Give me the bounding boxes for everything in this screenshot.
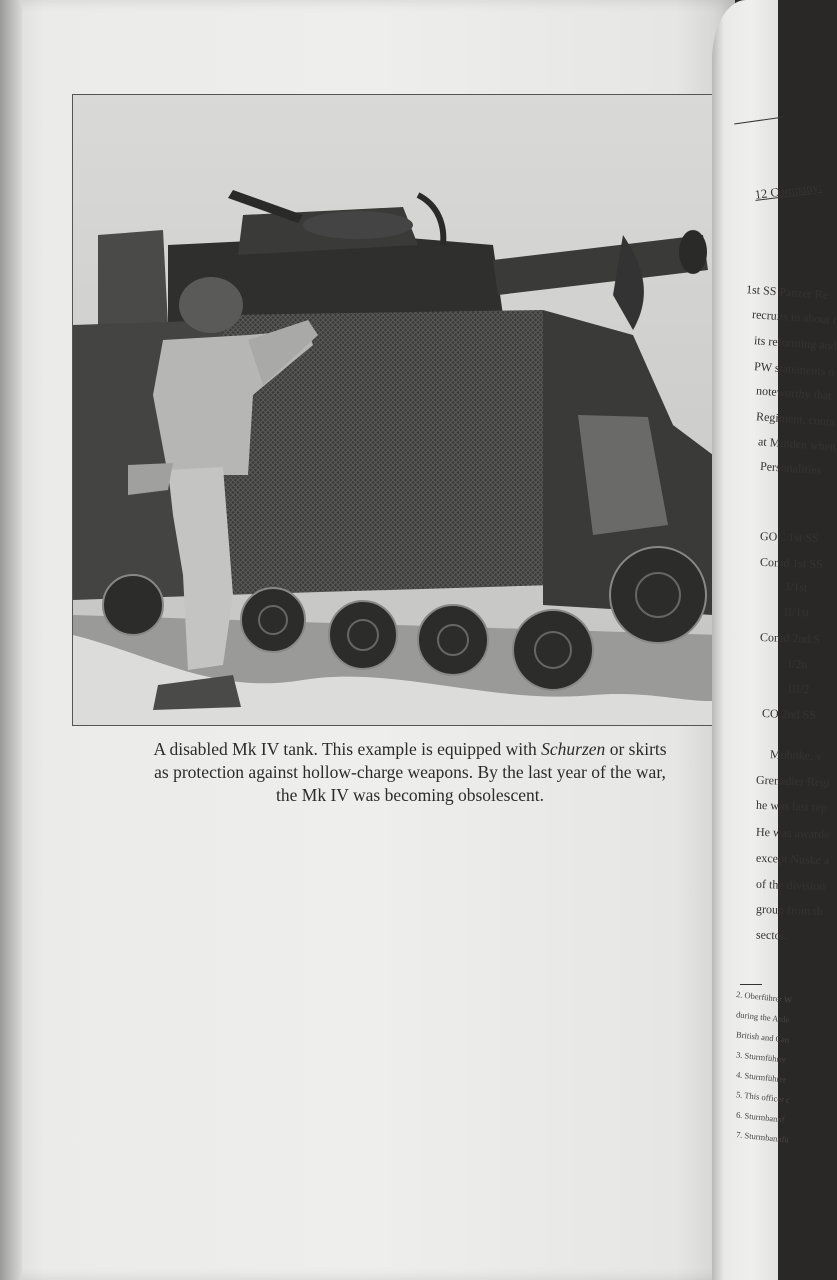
section-heading: 12 Company:	[754, 179, 823, 202]
right-page-line: He was awarde	[755, 824, 830, 842]
page-edge	[0, 0, 22, 1280]
caption-line-2: as protection against hollow-charge weapons. By the last year of the war,	[154, 762, 666, 782]
footnote-line: 7. Sturmbannfü	[735, 1129, 790, 1145]
right-page-line: except Nuske a	[755, 850, 830, 868]
right-page-line: noteworthy that	[755, 383, 833, 403]
right-page-line: Mohnke, v	[769, 747, 823, 763]
footnote-line: 4. Sturmführer	[735, 1069, 787, 1085]
right-page-line: its reforming and	[753, 333, 837, 353]
right-page-line: I/1st	[785, 579, 808, 595]
right-page-line: at Minden when	[757, 434, 837, 454]
photo-caption	[130, 738, 690, 807]
footnote-line: 5. This officer c	[735, 1089, 791, 1105]
caption-text: A disabled Mk IV tank. This example is equipped with	[153, 739, 542, 759]
right-page-line: 1st SS Panzer Re	[745, 282, 829, 302]
right-page-line: Comd 2nd S	[759, 629, 821, 647]
right-page-line: GOC 1st SS	[759, 528, 819, 546]
footnote-line: British and Can	[735, 1029, 790, 1045]
caption-line-3: the Mk IV was becoming obsolescent.	[276, 785, 544, 805]
caption-line-1	[130, 738, 690, 761]
right-page-line: Grenadier Regi	[755, 772, 830, 790]
header-rule	[734, 117, 784, 125]
right-page-line: recruits in about t	[751, 307, 837, 327]
caption-italic-term: Schurzen	[541, 739, 606, 759]
right-page-line: II/1st	[783, 604, 810, 620]
right-page-line: sector.	[755, 927, 788, 943]
footnote-line: 6. Sturmbannf	[735, 1109, 786, 1125]
right-page-line: he was last rep	[755, 797, 828, 815]
footnote-rule	[740, 984, 762, 985]
right-page-line: PW statements o	[753, 359, 835, 379]
right-page	[712, 0, 837, 1280]
right-page-line: Comd 1st SS	[759, 554, 823, 572]
right-page-line: Personalities	[759, 458, 822, 478]
footnote-line: 3. Sturmführer	[735, 1049, 787, 1065]
right-page-line: group from th	[755, 901, 823, 919]
right-page-line: I/2n	[787, 656, 808, 672]
right-page-line: CO 2nd SS	[761, 706, 817, 722]
right-page-line: III/2	[787, 681, 810, 697]
right-page-line: of the division	[755, 876, 826, 894]
footnote-line: 2. Oberführer W	[735, 989, 793, 1005]
footnote-line: during the Arde	[735, 1009, 790, 1025]
caption-text: or skirts	[605, 739, 667, 759]
tank-photograph	[72, 94, 722, 726]
right-page-line: Regiment, conta	[755, 409, 836, 429]
